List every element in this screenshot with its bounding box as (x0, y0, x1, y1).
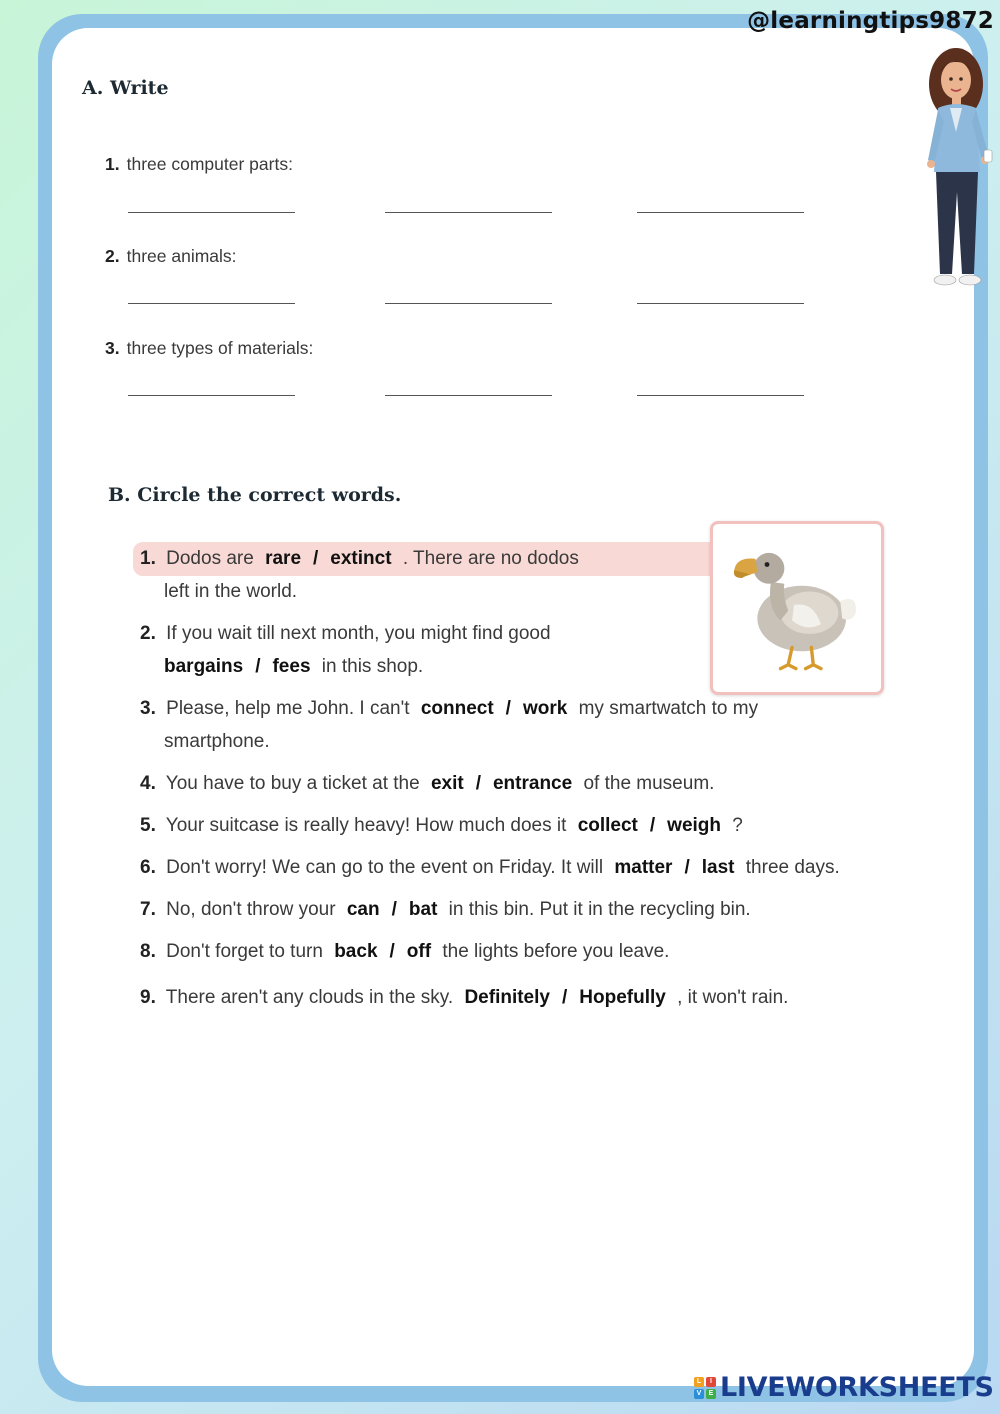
item-number: 2. (140, 623, 156, 644)
item-number: 3. (140, 698, 156, 719)
item-number: 8. (140, 941, 156, 962)
answer-blank[interactable] (385, 303, 552, 304)
item-text: , it won't rain. (677, 987, 789, 1008)
word-choice[interactable]: weigh (667, 815, 722, 836)
word-choice[interactable]: rare (265, 548, 302, 569)
word-choice[interactable]: back (334, 941, 378, 962)
liveworksheets-logo (694, 1372, 994, 1403)
item-number: 1. (105, 154, 120, 174)
item-text: If you wait till next month, you might find good (166, 623, 551, 644)
question-item (140, 692, 890, 758)
question-item (140, 851, 890, 884)
answer-blank[interactable] (637, 395, 804, 396)
question-item (140, 542, 890, 608)
question-item (140, 981, 890, 1014)
question-item (140, 767, 890, 800)
item-prompt: three computer parts: (126, 154, 293, 174)
item-text: You have to buy a ticket at the (165, 773, 420, 794)
item-number: 1. (140, 548, 156, 569)
item-number: 9. (140, 987, 156, 1008)
item-text: Don't worry! We can go to the event on Friday. It will (166, 857, 604, 878)
question-item (140, 893, 890, 926)
question-item (140, 617, 890, 683)
logo-letter: L (694, 1377, 704, 1387)
item-text: in this shop. (321, 656, 424, 677)
word-choice[interactable]: can (346, 899, 380, 920)
logo-letter: E (706, 1389, 716, 1399)
word-choice[interactable]: connect (420, 698, 494, 719)
section-a-item (105, 154, 293, 175)
word-choice[interactable]: fees (272, 656, 311, 677)
choice-separator: / (389, 941, 395, 962)
choice-separator: / (684, 857, 690, 878)
section-a-title: A. Write (82, 77, 169, 99)
item-number: 3. (105, 338, 120, 358)
word-choice[interactable]: Hopefully (579, 987, 666, 1008)
item-text: Please, help me John. I can't (166, 698, 410, 719)
item-text: the lights before you leave. (442, 941, 670, 962)
item-text: in this bin. Put it in the recycling bin. (448, 899, 751, 920)
word-choice[interactable]: Definitely (464, 987, 550, 1008)
word-choice[interactable]: off (406, 941, 432, 962)
choice-separator: / (561, 987, 568, 1008)
word-choice[interactable]: last (701, 857, 735, 878)
item-text: No, don't throw your (166, 899, 336, 920)
item-text: . There are no dodos (402, 548, 579, 569)
choice-separator: / (475, 773, 481, 794)
item-text: Dodos are (166, 548, 254, 569)
word-choice[interactable]: bargains (164, 656, 244, 677)
word-choice[interactable]: bat (408, 899, 438, 920)
item-text: Don't forget to turn (166, 941, 323, 962)
item-text: Your suitcase is really heavy! How much does it (165, 815, 567, 836)
teacher-avatar (918, 42, 998, 294)
answer-blank[interactable] (385, 212, 552, 213)
item-text: There aren't any clouds in the sky. (165, 987, 454, 1008)
choice-separator: / (649, 815, 656, 836)
logo-squares-icon (694, 1377, 716, 1399)
item-text-line2 (140, 650, 890, 683)
item-number: 7. (140, 899, 156, 920)
item-prompt: three animals: (126, 246, 237, 266)
section-a-item (105, 338, 313, 359)
item-text-line2: smartphone. (164, 731, 270, 752)
word-choice[interactable]: matter (614, 857, 673, 878)
logo-letter: I (706, 1377, 716, 1387)
item-text: my smartwatch to my (578, 698, 759, 719)
item-text: three days. (745, 857, 840, 878)
answer-blank[interactable] (637, 303, 804, 304)
item-number: 4. (140, 773, 156, 794)
answer-blank[interactable] (637, 212, 804, 213)
answer-blank[interactable] (128, 212, 295, 213)
answer-blank[interactable] (128, 395, 295, 396)
item-text: of the museum. (583, 773, 715, 794)
item-number: 6. (140, 857, 156, 878)
section-a-item (105, 246, 237, 267)
question-item (140, 809, 890, 842)
item-prompt: three types of materials: (126, 338, 314, 358)
item-number: 5. (140, 815, 156, 836)
choice-separator: / (391, 899, 397, 920)
item-number: 2. (105, 246, 120, 266)
answer-blank[interactable] (128, 303, 295, 304)
word-choice[interactable]: entrance (492, 773, 573, 794)
choice-separator: / (505, 698, 511, 719)
logo-text: LIVEWORKSHEETS (720, 1372, 994, 1403)
author-handle: @learningtips9872 (747, 8, 994, 34)
item-text-line2: left in the world. (164, 581, 298, 602)
item-text: ? (732, 815, 743, 836)
question-item (140, 935, 890, 968)
choice-separator: / (313, 548, 319, 569)
logo-letter: V (694, 1389, 704, 1399)
word-choice[interactable]: collect (577, 815, 638, 836)
choice-separator: / (255, 656, 261, 677)
word-choice[interactable]: extinct (330, 548, 392, 569)
answer-blank[interactable] (385, 395, 552, 396)
section-b-title: B. Circle the correct words. (108, 484, 402, 506)
word-choice[interactable]: work (522, 698, 568, 719)
word-choice[interactable]: exit (430, 773, 464, 794)
